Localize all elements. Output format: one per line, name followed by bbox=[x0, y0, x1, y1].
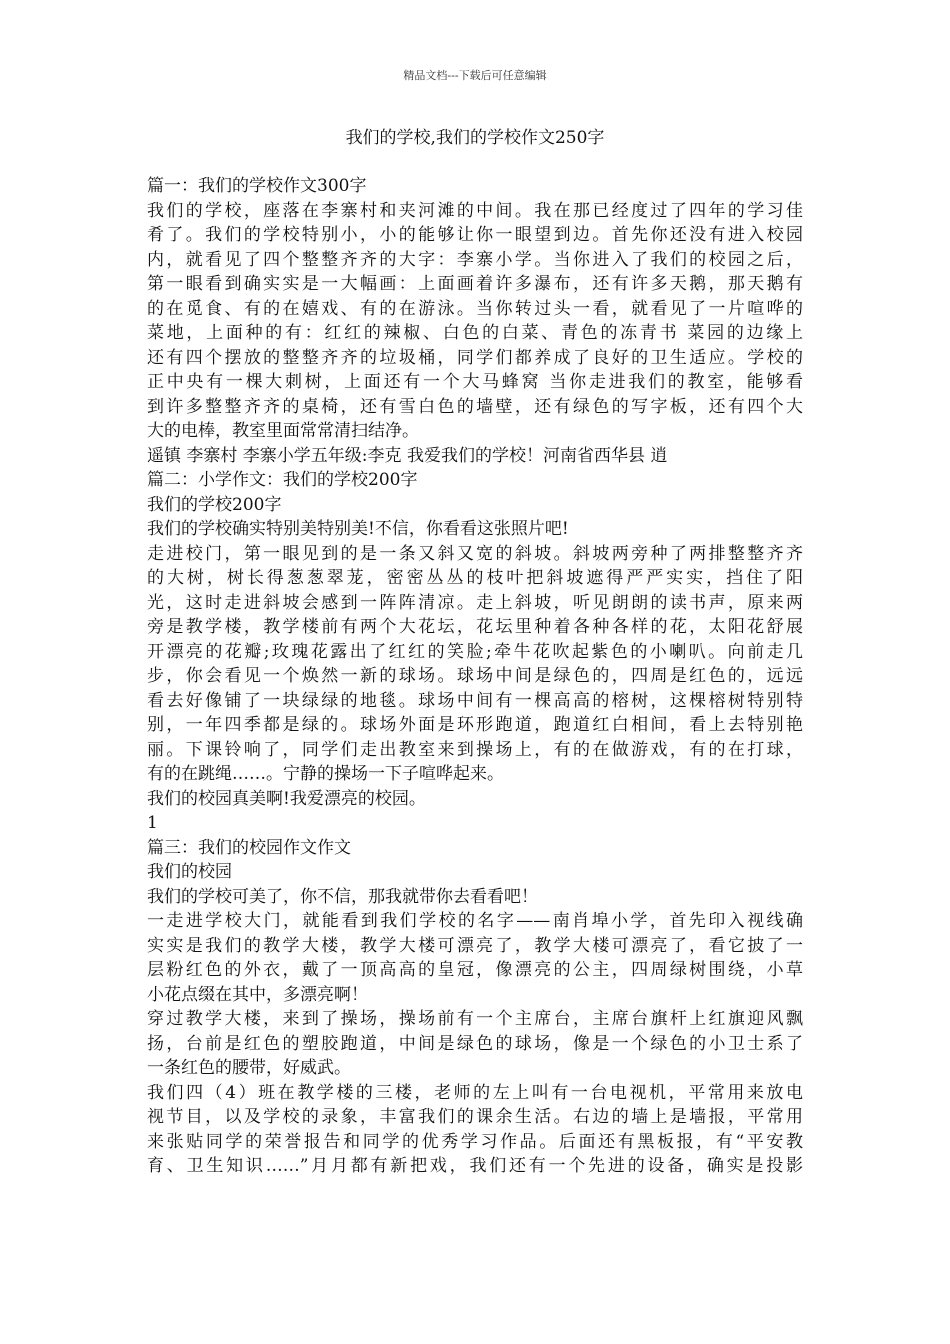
text-line: 层粉红色的外衣，戴了一顶高高的皇冠，像漂亮的公主，四周绿树围绕，小草 bbox=[147, 960, 803, 980]
text-line: 正中央有一棵大刺树，上面还有一个大马蜂窝 当你走进我们的教室，能够看 bbox=[147, 372, 803, 392]
page-header: 精品文档---下载后可任意编辑 bbox=[403, 69, 547, 82]
text-line: 我们的学校可美了，你不信，那我就带你去看看吧！ bbox=[147, 886, 538, 907]
text-line: 我们的校园真美啊!我爱漂亮的校园。 bbox=[147, 788, 426, 809]
text-line: 丽。下课铃响了，同学们走出教室来到操场上，有的在做游戏，有的在打球， bbox=[147, 739, 803, 760]
text-line: 来张贴同学的荣誉报告和同学的优秀学习作品。后面还有黑板报，有“平安教 bbox=[147, 1131, 803, 1152]
text-line: 走进校门，第一眼见到的是一条又斜又宽的斜坡。斜坡两旁种了两排整整齐齐 bbox=[147, 543, 803, 564]
text-line: 一条红色的腰带，好威武。 bbox=[147, 1058, 351, 1078]
text-line: 的在觅食、有的在嬉戏、有的在游泳。当你转过头一看，就看见了一片喧哗的 bbox=[147, 298, 803, 319]
text-line: 菜地，上面种的有：红红的辣椒、白色的白菜、青色的冻青书 菜园的边缘上 bbox=[147, 323, 803, 343]
text-line: 穿过教学大楼，来到了操场，操场前有一个主席台，主席台旗杆上红旗迎风飘 bbox=[147, 1009, 803, 1029]
text-line: 旁是教学楼，教学楼前有两个大花坛，花坛里种着各种各样的花，太阳花舒展 bbox=[147, 617, 803, 637]
text-line: 到许多整整齐齐的桌椅，还有雪白色的墙壁，还有绿色的写字板，还有四个大 bbox=[147, 396, 803, 417]
text-line: 开漂亮的花瓣;玫瑰花露出了红红的笑脸;牵牛花吹起紫色的小喇叭。向前走几 bbox=[147, 641, 803, 662]
text-line: 的大树，树长得葱葱翠茏，密密丛丛的枝叶把斜坡遮得严严实实，挡住了阳 bbox=[147, 568, 803, 588]
text-line: 步，你会看见一个焕然一新的球场。球场中间是绿色的，四周是红色的，远远 bbox=[147, 666, 803, 686]
text-line: 视节目，以及学校的录象，丰富我们的课余生活。右边的墙上是墙报，平常用 bbox=[147, 1107, 803, 1127]
document-body bbox=[147, 174, 803, 1179]
text-line: 篇三：我们的校园作文作文 bbox=[147, 837, 351, 858]
text-line: 第一眼看到确实实是一大幅画：上面画着许多瀑布，还有许多天鹅，那天鹅有 bbox=[147, 274, 803, 294]
text-line: 篇一：我们的学校作文300字 bbox=[147, 176, 367, 196]
text-line: 实实是我们的教学大楼，教学大楼可漂亮了，教学大楼可漂亮了，看它披了一 bbox=[147, 935, 803, 956]
text-line: 还有四个摆放的整整齐齐的垃圾桶，同学们都养成了良好的卫生适应。学校的 bbox=[147, 347, 803, 368]
text-line: 一走进学校大门，就能看到我们学校的名字——南肖埠小学，首先印入视线确 bbox=[147, 911, 803, 931]
text-line: 遥镇 李寨村 李寨小学五年级:李克 我爱我们的学校！河南省西华县 逍 bbox=[147, 445, 668, 466]
text-line: 别，一年四季都是绿的。球场外面是环形跑道，跑道红白相间，看上去特别艳 bbox=[147, 715, 803, 735]
text-line: 我们的学校确实特别美特别美!不信，你看看这张照片吧! bbox=[147, 519, 569, 539]
text-line: 看去好像铺了一块绿绿的地毯。球场中间有一棵高高的榕树，这棵榕树特别特 bbox=[147, 690, 803, 711]
text-line: 篇二：小学作文：我们的学校200字 bbox=[147, 470, 418, 490]
text-line: 育、卫生知识……”月月都有新把戏，我们还有一个先进的设备，确实是投影 bbox=[147, 1156, 803, 1176]
text-line: 扬，台前是红色的塑胶跑道，中间是绿色的球场，像是一个绿色的小卫士系了 bbox=[147, 1033, 803, 1054]
text-line: 肴了。我们的学校特别小，小的能够让你一眼望到边。首先你还没有进入校园 bbox=[147, 225, 803, 245]
text-line: 光，这时走进斜坡会感到一阵阵清凉。走上斜坡，听见朗朗的读书声，原来两 bbox=[147, 592, 803, 613]
text-line: 我们的学校，座落在李寨村和夹河滩的中间。我在那已经度过了四年的学习佳 bbox=[147, 200, 803, 221]
document-title: 我们的学校,我们的学校作文250字 bbox=[345, 128, 605, 148]
text-line: 我们四（4）班在教学楼的三楼，老师的左上叫有一台电视机，平常用来放电 bbox=[147, 1082, 803, 1103]
text-line: 我们的学校200字 bbox=[147, 494, 282, 515]
text-line: 1 bbox=[147, 813, 158, 833]
text-line: 小花点缀在其中，多漂亮啊！ bbox=[147, 984, 368, 1005]
text-line: 大的电棒，教室里面常常清扫结净。 bbox=[147, 421, 419, 441]
text-line: 有的在跳绳……。宁静的操场一下子喧哗起来。 bbox=[147, 764, 504, 784]
text-line: 我们的校园 bbox=[147, 862, 232, 882]
text-line: 内，就看见了四个整整齐齐的大字：李寨小学。当你进入了我们的校园之后， bbox=[147, 249, 803, 270]
